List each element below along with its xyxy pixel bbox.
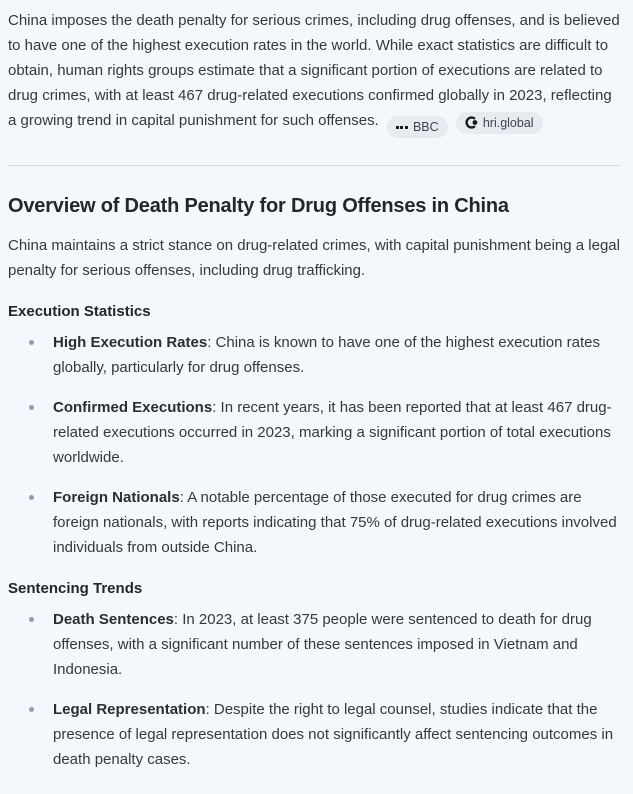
article-intro: China maintains a strict stance on drug-related crimes, with capital punishment being a legal penalty for serious offenses, including drug trafficking. [8, 237, 620, 280]
section-heading-execution-statistics: Execution Statistics [8, 303, 151, 321]
source-badge-hri-global[interactable] [456, 112, 543, 134]
list-item [53, 330, 621, 380]
source-badge-label: BBC [412, 120, 439, 135]
bullet-text: : China is known to have one of the highest execution rates globally, particularly for drug offenses. [53, 334, 600, 377]
section-heading-sentencing-trends: Sentencing Trends [8, 580, 143, 598]
bullet-term: Legal Representation [53, 701, 206, 719]
execution-statistics-list [8, 330, 621, 560]
list-item [53, 607, 621, 682]
sentencing-trends-list [8, 607, 621, 772]
source-badge-label: hri.global [482, 115, 534, 130]
list-item [53, 485, 621, 560]
bullet-text: : Despite the right to legal counsel, studies indicate that the presence of legal representation does not significantly affect sentencing outcomes in death penalty cases. [53, 701, 614, 769]
bullet-term: Foreign Nationals [53, 489, 180, 507]
bullet-term: High Execution Rates [53, 334, 208, 352]
summary-paragraph [8, 8, 621, 138]
hri-global-favicon-icon [465, 116, 478, 129]
bbc-favicon-icon [396, 126, 408, 130]
source-badge-bbc[interactable] [387, 116, 448, 138]
bullet-text: : A notable percentage of those executed for drug crimes are foreign nationals, with reports indicating that 75% of drug-related executions involved individuals from outside China. [53, 489, 617, 557]
list-item [53, 395, 621, 470]
summary-text: China imposes the death penalty for serious crimes, including drug offenses, and is believed to have one of the highest execution rates in the world. While exact statistics are difficult to obtain, human rights groups estimate that a significant portion of executions are related to drug crimes, with at least 467 drug-related executions confirmed globally in 2023, reflecting a growing trend in capital punishment for such offenses. [8, 12, 620, 129]
article-title: Overview of Death Penalty for Drug Offenses in China [8, 195, 509, 218]
section-divider [8, 165, 621, 166]
bullet-text: : In 2023, at least 375 people were sentenced to death for drug offenses, with a significant number of these sentences imposed in Vietnam and Indonesia. [53, 611, 592, 679]
bullet-text: : In recent years, it has been reported that at least 467 drug-related executions occurred in 2023, marking a significant portion of total executions worldwide. [53, 399, 612, 467]
bullet-term: Death Sentences [53, 611, 174, 629]
bullet-term: Confirmed Executions [53, 399, 213, 417]
list-item [53, 697, 621, 772]
